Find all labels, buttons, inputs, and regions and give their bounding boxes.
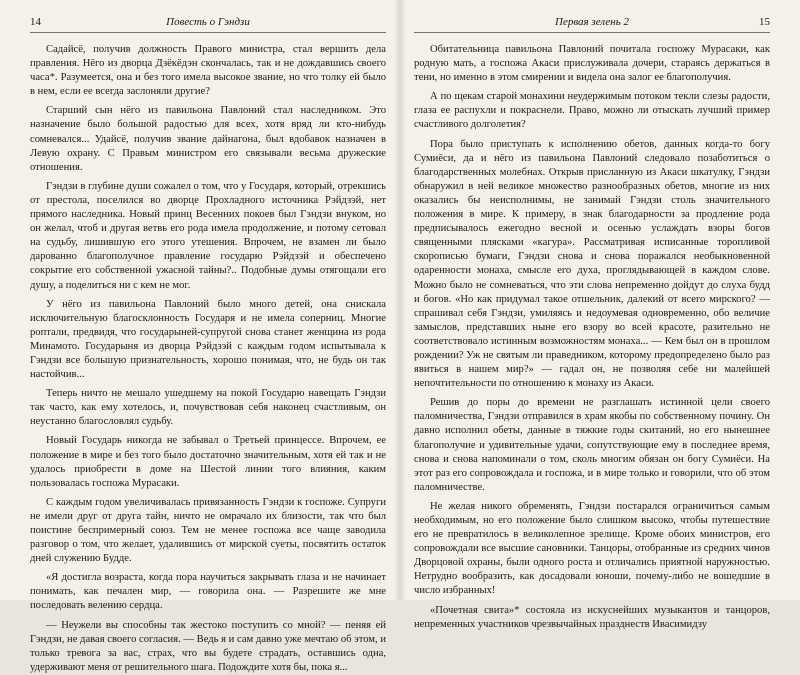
left-page-header: [30, 16, 386, 33]
left-running-title: Повесть о Гэндзи: [166, 16, 250, 28]
paragraph: Не желая никого обременять, Гэндзи постарался ограничиться самым необходимым, но его положение было слишком высоко, чтобы путешествие его не превратилось в великолепное зрелище. Кроме обоих министров, его сопровождали все высшие сановники. Танцоры, отобранные из средних чинов Дворцовой охраны, были одного роста и отличались приятной наружностью. Нетрудно вообразить, как досадовали юноши, почему-либо не вошедшие в число избранных!: [414, 500, 770, 597]
right-page: [400, 0, 800, 630]
paragraph: У нёго из павильона Павлоний было много детей, она снискала исключительную благосклонность Государя и не имела соперниц. Многие роптали, предвидя, что государыней-супругой снова станет женщина из рода Минамото. Государыня из дворца Рэйдзэй с каждым годом испытывала к Гэндзи все большую признательность, хорошо понимая, что, не будь он так настойчив...: [30, 298, 386, 381]
left-page: [0, 0, 400, 673]
paragraph: Гэндзи в глубине души сожалел о том, что у Государя, который, отрекшись от престола, поселился во дворце Прохладного источника Рэйдзэй, нет прямого наследника. Новый принц Весенних покоев был Гэндзи внуком, но он желал, чтоб и другая ветвь его рода имела продолжение, и потому сетовал на судьбу, лишившую его этого утешения. Впрочем, не взамен ли было дарованно благополучное правление государю Рэйдзэй и обеспечено сокрытие его собственной ужасной тайны?.. Подобные думы отягощали его душу, а поделиться ни с кем не мог.: [30, 180, 386, 291]
right-running-title: Первая зелень 2: [555, 16, 629, 28]
right-page-text: [414, 43, 770, 632]
right-page-header: [414, 16, 770, 33]
paragraph: Обитательница павильона Павлоний почитала госпожу Мурасаки, как родную мать, а госпожа Акаси прислуживала дочери, стараясь держаться в тени, но именно в этом смирении и видела она залог ее благополучия.: [414, 44, 770, 84]
paragraph: Старший сын нёго из павильона Павлоний стал наследником. Это назначение было большой радостью для всех, хотя вряд ли кто-нибудь сомневался... Удайсё, получив звание дайнагона, был вдобавок назначен в Левую охрану. С Правым министром его связывали весьма дружеские отношения.: [30, 105, 386, 173]
paragraph: Пора было приступать к исполнению обетов, данных когда-то богу Сумиёси, да и нёго из павильона Павлоний следовало позаботиться о благодарственных молебнах. Открыв присланную из Акаси шкатулку, Гэндзи обнаружил в ней великое множество разнообразных обетов, многие из них оказались бы неисполнимы, не занимай Гэндзи столь значительного положения в мире. К примеру, в знак благодарности за продление рода предписывалось ежегодно весной и осенью услаждать взоры богов священными плясками «кагура». Рассматривая исписанные торопливой скорописью бумаги, Гэндзи снова и снова поражался необыкновенной одаренности монаха, смысле его духа, проглядывающей в каждом слове. Можно было не сомневаться, что эти слова непременно дойдут до слуха будд и богов. «Но как придумал такое отшельник, далекий от всего мирского? — спрашивал себя Гэндзи, умиляясь и недоумевая одновременно, обо величие замыслов, представших ныне его взору во всей красоте, разительно не соответствовало истинным возможностям монаха... — Кем был он в прошлом рождении? Уж не святым ли праведником, которому предопределено было раз явиться в нашем мир?» — гадал он, не позволяя себе ни малейшей непочтительности по отношению к монаху из Акаси.: [414, 138, 770, 390]
left-page-number: 14: [30, 16, 41, 28]
paragraph: «Почетная свита»* состояла из искуснейших музыкантов и танцоров, непременных участников чрезвычайных празднеств Ивасимидзу: [414, 604, 770, 630]
paragraph: Садайсё, получив должность Правого министра, стал вершить дела правления. Нёго из дворца Дзёкёдэн скончалась, так и не дождавшись своего часа*. Разумеется, она и без того имела высокое звание, но что толку ей было в нем, если ее всегда заслоняли другие?: [30, 44, 386, 98]
right-page-number: 15: [759, 16, 770, 28]
paragraph: «Я достигла возраста, когда пора научиться закрывать глаза и не начинает понимать, как печален мир, — говорила она. — Разрешите же мне последовать велению сердца.: [30, 572, 386, 612]
paragraph: — Неужели вы способны так жестоко поступить со мной? — пеняя ей Гэндзи, не давая своего согласия. — Ведь я и сам давно уже мечтаю об этом, и только тревога за вас, страх, что вы будете страдать, оставшись одна, удерживают меня от решительного шага. Подождите хотя бы, пока я...: [30, 619, 386, 673]
paragraph: А по щекам старой монахини неудержимым потоком текли слезы радости, глаза ее распухли и покраснели. Право, можно ли отыскать лучший пример счастливого долголетия?: [414, 91, 770, 131]
paragraph: Решив до поры до времени не разглашать истинной цели своего паломничества, Гэндзи отправился в храм якобы по собственному почину. Он давно исполнил обеты, данные в тяжкие годы скитаний, но его нынешнее благополучие и удивительные удачи, сопутствующие ему в последнее время, снова и снова напоминали о том, сколь многим обязан он богу Сумиёси. На этот раз его сопровождала и госпожа, и в мире только и говорили, что об этом паломничестве.: [414, 397, 770, 493]
paragraph: С каждым годом увеличивалась привязанность Гэндзи к госпоже. Супруги не имели друг от друга тайн, ничто не омрачало их близости, так что был поистине беспримерный союз. Тем не менее госпожа все чаще заводила разговор о том, что желает, удалившись от мирской суеты, посвятить остаток дней служению Будде.: [30, 496, 386, 565]
paragraph: Новый Государь никогда не забывал о Третьей принцессе. Впрочем, ее положение в мире и без того было достаточно значительным, хотя ей так и не удалось приобрести в доме на Шестой линии того влияния, каким пользовалась госпожа Мурасаки.: [30, 435, 386, 489]
left-page-text: [30, 43, 386, 675]
paragraph: Теперь ничто не мешало ушедшему на покой Государю навещать Гэндзи так часто, как ему хотелось, и, почувствовав себя наконец счастливым, он неустанно благословлял судьбу.: [30, 388, 386, 428]
